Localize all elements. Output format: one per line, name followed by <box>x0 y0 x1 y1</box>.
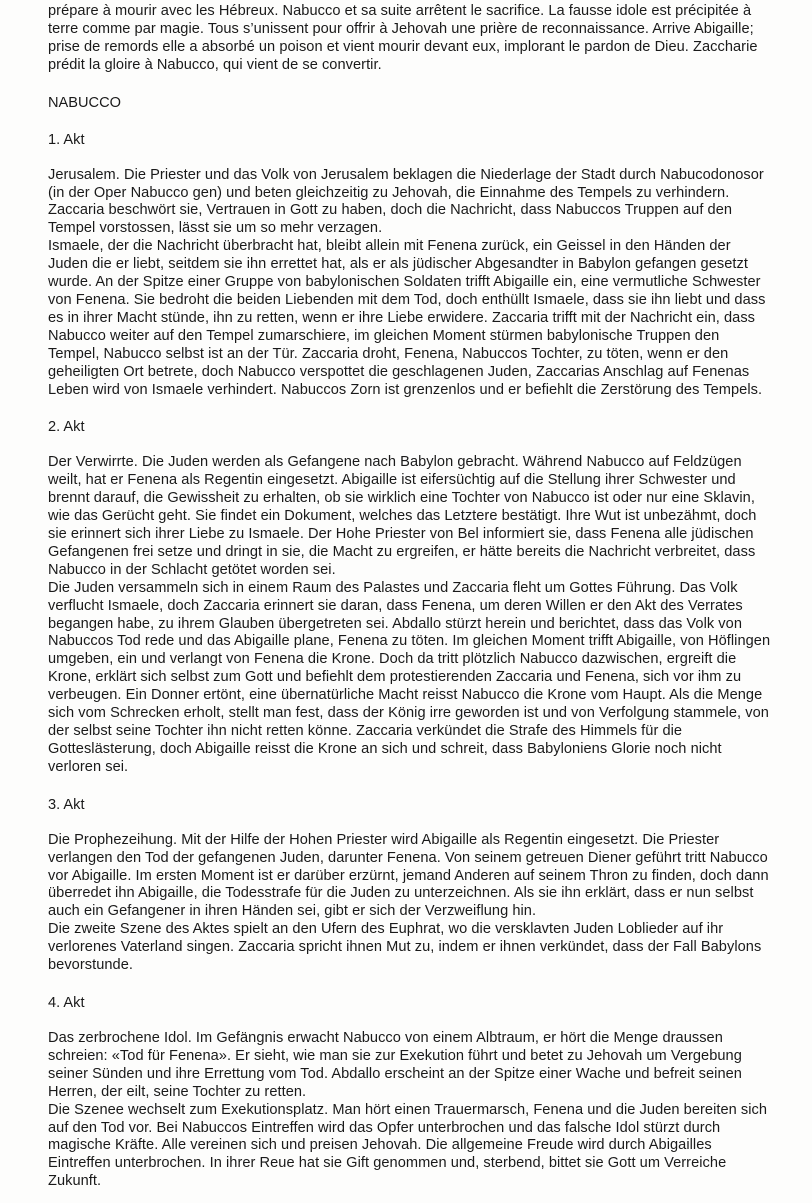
act-1-paragraph-2: Ismaele, der die Nachricht überbracht hat, bleibt allein mit Fenena zurück, ein Geissel in den Händen der Juden die er liebt, seitdem sie ihn errettet hat, als er als jüdischer Abgesandter in Babylon gefangen gesetzt wurde. An der Spitze einer Gruppe von babylonischen Soldaten trifft Abigaille ein, eine vermutliche Schwester von Fenena. Sie bedroht die beiden Liebenden mit dem Tod, doch enthüllt Ismaele, dass sie ihn liebt und dass es in ihrer Macht stünde, ihn zu retten, wenn er ihre Liebe erwidere. Zaccaria trifft mit der Nachricht ein, dass Nabucco weiter auf den Tempel zumarschiere, im gleichen Moment stürmen babylonische Truppen den Tempel, Nabucco selbst ist an der Tür. Zaccaria droht, Fenena, Nabuccos Tochter, zu töten, wenn er den geheiligten Ort betrete, doch Nabucco verspottet die geschlagenen Juden, Zaccarias Anschlag auf Fenenas Leben wird von Ismaele verhindert. Nabuccos Zorn ist grenzenlos und er befiehlt die Zerstörung des Tempels. <box>48 238 766 398</box>
act-4-paragraph-1: Das zerbrochene Idol. Im Gefängnis erwacht Nabucco von einem Albtraum, er hört die Menge draussen schreien: «Tod für Fenena». Er sieht, wie man sie zur Exekution führt und betet zu Jehovah um Vergebung seiner Sünden und ihre Errettung vom Tod. Abdallo erscheint an der Spitze einer Wache und befreit seinen Herren, der eilt, seine Tochter zu retten. <box>48 1029 742 1100</box>
act-2-paragraph-2: Die Juden versammeln sich in einem Raum des Palastes und Zaccaria fleht um Gottes Führung. Das Volk verflucht Ismaele, doch Zaccaria erinnert sie daran, dass Fenena, um deren Willen er den Akt des Verrates begangen habe, zu ihrem Glauben übergetreten sei. Abdallo stürzt herein und berichtet, dass das Volk von Nabuccos Tod rede und das Abigaille plane, Fenena zu töten. Im gleichen Moment trifft Abigaille, von Höflingen umgeben, ein und verlangt von Fenena die Krone. Doch da tritt plötzlich Nabucco dazwischen, ergreift die Krone, erklärt sich selbst zum Gott und befiehlt dem protestierenden Zaccaria und Fenena, sich vor ihm zu verbeugen. Ein Donner ertönt, eine übernatürliche Macht reisst Nabucco die Krone vom Haupt. Als die Menge sich vom Schrecken erholt, stellt man fest, dass der König irre geworden ist und von Verfolgung stammele, von der selbst seine Tochter ihn nicht retten könne. Zaccaria verkündet die Strafe des Himmels für die Gotteslästerung, doch Abigaille reisst die Krone an sich und schreit, dass Babyloniens Glorie noch nicht verloren sei. <box>48 579 771 775</box>
opera-title: NABUCCO <box>48 94 121 111</box>
act-3-paragraph-1: Die Prophezeihung. Mit der Hilfe der Hohen Priester wird Abigaille als Regentin eingesetzt. Die Priester verlangen den Tod der gefangenen Juden, darunter Fenena. Von seinem getreuen Diener geführt tritt Nabucco vor Abigaille. Im ersten Moment ist er darüber erzürnt, jemand Anderen auf seinem Thron zu finden, doch dann überredet ihn Abigaille, die Todesstrafe für die Juden zu unterzeichnen. Als sie ihn erklärt, dass er nun selbst auch ein Gefangener in ihren Händen sei, gibt er sich der Verzweiflung hin. <box>48 831 769 920</box>
intro-paragraph: prépare à mourir avec les Hébreux. Nabucco et sa suite arrêtent le sacrifice. La fausse idole est précipitée à terre comme par magie. Tous s’unissent pour offrir à Jehovah une prière de reconnaissance. Arrive Abigaille; prise de remords elle a absorbé un poison et vient mourir devant eux, implorant le pardon de Dieu. Zaccharie prédit la gloire à Nabucco, qui vient de se convertir. <box>48 3 758 73</box>
act-2-heading: 2. Akt <box>48 419 85 436</box>
act-4-paragraph-2: Die Szenee wechselt zum Exekutionsplatz. Man hört einen Trauermarsch, Fenena und die Juden bereiten sich auf den Tod vor. Bei Nabuccos Eintreffen wird das Opfer unterbrochen und das falsche Idol stürzt durch magische Kräfte. Alle vereinen sich und preisen Jehovah. Die allgemeine Freude wird durch Abigailles Eintreffen unterbrochen. In ihrer Reue hat sie Gift genommen und, sterbend, bittet sie Gott um Verreiche Zukunft. <box>48 1101 768 1190</box>
act-3-paragraph-2: Die zweite Szene des Aktes spielt an den Ufern des Euphrat, wo die versklavten Juden Loblieder auf ihr verlorenes Vaterland singen. Zaccaria spricht ihnen Mut zu, indem er ihnen verkündet, dass der Fall Babylons bevorstunde. <box>48 921 762 974</box>
act-1-heading: 1. Akt <box>48 131 85 148</box>
act-2-paragraph-1: Der Verwirrte. Die Juden werden als Gefangene nach Babylon gebracht. Während Nabucco auf Feldzügen weilt, hat er Fenena als Regentin eingesetzt. Abigaille ist eifersüchtig auf die Stellung ihrer Schwester und brennt darauf, die Gewissheit zu erhalten, ob sie wirklich eine Tochter von Nabucco ist oder nur eine Sklavin, wie das Gerücht geht. Sie findet ein Dokument, welches das Letztere bestätigt. Ihre Wut ist unbezähmt, doch sie erinnert sich ihrer Liebe zu Ismaele. Der Hohe Priester von Bel informiert sie, dass Fenena alle jüdischen Gefangenen frei setze und dringt in sie, die Macht zu ergreifen, er hätte bereits die Nachricht verbreitet, dass Nabucco in der Schlacht getötet worden sei. <box>48 454 757 578</box>
act-4-heading: 4. Akt <box>48 994 85 1011</box>
act-3-heading: 3. Akt <box>48 796 85 813</box>
act-1-paragraph-1: Jerusalem. Die Priester und das Volk von Jerusalem beklagen die Niederlage der Stadt durch Nabucodonosor (in der Oper Nabucco gen) und beten gleichzeitig zu Jehovah, die Einnahme des Tempels zu verhindern. Zaccaria beschwört sie, Vertrauen in Gott zu haben, doch die Nachricht, dass Nabuccos Truppen auf den Tempel vorstossen, lässt sie um so mehr verzagen. <box>48 166 764 237</box>
document-page <box>0 3 812 1203</box>
